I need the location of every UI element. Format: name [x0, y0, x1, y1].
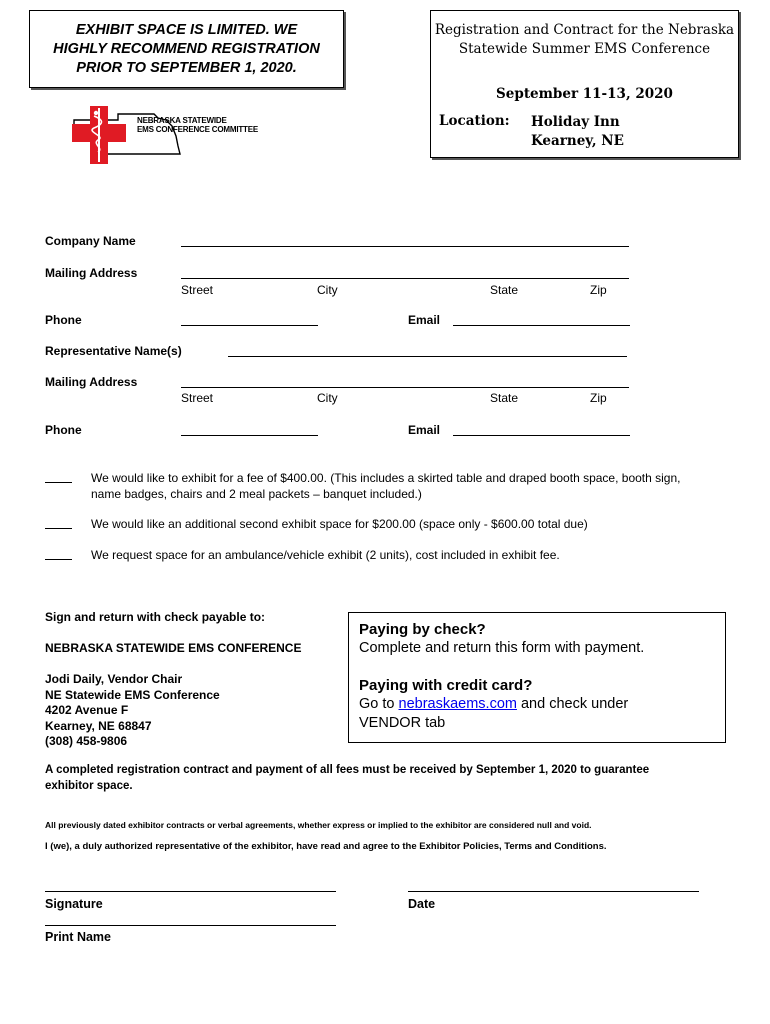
- signature-line[interactable]: [45, 891, 336, 892]
- registration-notice-box: [29, 10, 344, 88]
- check-heading: Paying by check?: [359, 621, 486, 638]
- registration-title-line-2: Statewide Summer EMS Conference: [458, 41, 711, 57]
- email-label: Email: [408, 313, 441, 327]
- representative-field[interactable]: [228, 356, 627, 357]
- payable-org: NEBRASKA STATEWIDE EMS CONFERENCE: [45, 641, 302, 655]
- payable-heading: Sign and return with check payable to:: [45, 610, 266, 624]
- website-link[interactable]: nebraskaems.com: [398, 696, 517, 712]
- rep-zip-sublabel: Zip: [590, 391, 607, 405]
- phone-label: Phone: [45, 313, 82, 327]
- notice-line-1: EXHIBIT SPACE IS LIMITED. WE: [75, 21, 298, 38]
- payment-info-box: [348, 612, 726, 743]
- option-1-line-2: name badges, chairs and 2 meal packets – banquet included.): [91, 487, 422, 501]
- logo-text-line-1: NEBRASKA STATEWIDE: [137, 116, 227, 125]
- rep-email-label: Email: [408, 423, 441, 437]
- location-line-1: Holiday Inn: [531, 114, 620, 130]
- rep-phone-label: Phone: [45, 423, 82, 437]
- registration-info-box: [430, 10, 739, 158]
- logo-text-line-2: EMS CONFERENCE COMMITTEE: [137, 125, 258, 134]
- date-label: Date: [408, 897, 436, 911]
- signature-label: Signature: [45, 897, 103, 911]
- rep-city-sublabel: City: [317, 391, 338, 405]
- rep-mailing-address-label: Mailing Address: [45, 375, 138, 389]
- card-text-pre: Go to: [359, 696, 399, 712]
- contact-city: Kearney, NE 68847: [45, 718, 152, 733]
- mailing-address-label: Mailing Address: [45, 266, 138, 280]
- star-of-life-logo-icon: [66, 102, 246, 166]
- state-sublabel: State: [490, 283, 519, 297]
- deadline-line-1: A completed registration contract and payment of all fees must be received by September 1, 2020 to guarantee: [45, 764, 650, 776]
- rep-email-field[interactable]: [453, 435, 630, 436]
- contact-name: Jodi Daily, Vendor Chair: [45, 672, 183, 686]
- print-name-label: Print Name: [45, 930, 111, 944]
- print-name-line[interactable]: [45, 925, 336, 926]
- location-label: Location:: [439, 113, 510, 129]
- location-value: [531, 113, 624, 151]
- email-field[interactable]: [453, 325, 630, 326]
- registration-title-line-1: Registration and Contract for the Nebraska: [434, 22, 735, 38]
- notice-line-3: PRIOR TO SEPTEMBER 1, 2020.: [76, 59, 297, 76]
- option-1-text: [91, 470, 731, 502]
- card-text: [359, 695, 628, 714]
- registration-title: [431, 21, 738, 59]
- option-3-checkbox[interactable]: [45, 559, 72, 560]
- option-1-checkbox[interactable]: [45, 482, 72, 483]
- contact-street: 4202 Avenue F: [45, 703, 129, 717]
- card-heading: Paying with credit card?: [359, 677, 533, 694]
- zip-sublabel: Zip: [590, 283, 607, 297]
- check-text: Complete and return this form with payment.: [359, 640, 645, 656]
- option-1-line-1: We would like to exhibit for a fee of $400.00. (This includes a skirted table and draped booth space, booth sign,: [91, 471, 681, 485]
- company-name-label: Company Name: [45, 234, 136, 248]
- mailing-address-field[interactable]: [181, 278, 629, 279]
- deadline-notice: [45, 763, 745, 794]
- vendor-contact: [45, 672, 220, 750]
- contact-phone: (308) 458-9806: [45, 734, 128, 748]
- contact-org: NE Statewide EMS Conference: [45, 687, 220, 702]
- rep-phone-field[interactable]: [181, 435, 318, 436]
- option-3-text: We request space for an ambulance/vehicle exhibit (2 units), cost included in exhibit fee.: [91, 548, 560, 562]
- street-sublabel: Street: [181, 283, 214, 297]
- company-name-field[interactable]: [181, 246, 629, 247]
- option-2-text: We would like an additional second exhibit space for $200.00 (space only - $600.00 total due): [91, 517, 588, 531]
- location-line-2: Kearney, NE: [531, 133, 624, 149]
- rep-street-sublabel: Street: [181, 391, 214, 405]
- card-text-line-2: VENDOR tab: [359, 715, 446, 731]
- deadline-line-2: exhibitor space.: [45, 779, 133, 792]
- representative-label: Representative Name(s): [45, 344, 182, 358]
- logo-text: [137, 116, 258, 134]
- card-text-post: and check under: [516, 696, 629, 712]
- city-sublabel: City: [317, 283, 338, 297]
- agreement-statement: I (we), a duly authorized representative of the exhibitor, have read and agree to the Exhibitor Policies, Terms and Conditions.: [45, 841, 607, 852]
- rep-mailing-address-field[interactable]: [181, 387, 629, 388]
- void-notice: All previously dated exhibitor contracts or verbal agreements, whether express or implied to the exhibitor are considered null and void.: [45, 820, 592, 830]
- phone-field[interactable]: [181, 325, 318, 326]
- rep-state-sublabel: State: [490, 391, 519, 405]
- notice-line-2: HIGHLY RECOMMEND REGISTRATION: [53, 40, 320, 57]
- option-2-checkbox[interactable]: [45, 528, 72, 529]
- conference-dates: September 11-13, 2020: [496, 86, 673, 102]
- date-line[interactable]: [408, 891, 699, 892]
